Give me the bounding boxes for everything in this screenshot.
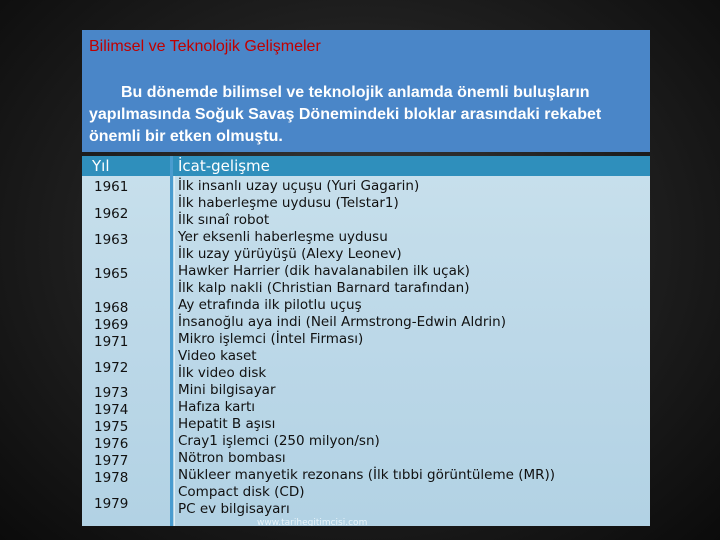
table-year: 1979 xyxy=(94,496,129,512)
watermark-text: www.tarihegitimcisi.com xyxy=(257,518,368,526)
table-event: İlk sınaî robot xyxy=(178,212,270,228)
table-event: Cray1 işlemci (250 milyon/sn) xyxy=(178,433,380,449)
table-event: Hafıza kartı xyxy=(178,399,256,415)
body-text: Bu dönemde bilimsel ve teknolojik anlamda önemli buluşların yapılmasında Soğuk Savaş Dönemindeki bloklar arasındaki rekabet önemli bir etken olmuştu. xyxy=(89,84,602,145)
column-header-event: İcat-gelişme xyxy=(178,157,270,175)
slide xyxy=(82,30,650,526)
table-year: 1977 xyxy=(94,453,129,469)
table-year: 1963 xyxy=(94,232,129,248)
table-event: Hepatit B aşısı xyxy=(178,416,276,432)
table-event: İlk video disk xyxy=(178,365,267,381)
table-year: 1962 xyxy=(94,206,129,222)
slide-title: Bilimsel ve Teknolojik Gelişmeler xyxy=(89,38,321,55)
table-year: 1978 xyxy=(94,470,129,486)
table-event: İlk haberleşme uydusu (Telstar1) xyxy=(178,195,399,211)
table-event: İlk uzay yürüyüşü (Alexy Leonev) xyxy=(178,246,402,262)
table-year: 1974 xyxy=(94,402,129,418)
table-year: 1965 xyxy=(94,266,129,282)
table-year: 1961 xyxy=(94,179,129,195)
header-box xyxy=(82,30,650,152)
table-event: Mikro işlemci (İntel Firması) xyxy=(178,331,364,347)
table-event: Video kaset xyxy=(178,348,257,364)
table-event: Compact disk (CD) xyxy=(178,484,305,500)
table-event: Nötron bombası xyxy=(178,450,286,466)
table-year: 1971 xyxy=(94,334,129,350)
table-event: Mini bilgisayar xyxy=(178,382,276,398)
table-event: Yer eksenli haberleşme uydusu xyxy=(178,229,388,245)
table-year: 1975 xyxy=(94,419,129,435)
table-event: PC ev bilgisayarı xyxy=(178,501,290,517)
table-event: İnsanoğlu aya indi (Neil Armstrong-Edwin Aldrin) xyxy=(178,314,506,330)
table-event: Ay etrafında ilk pilotlu uçuş xyxy=(178,297,362,313)
table-year: 1968 xyxy=(94,300,129,316)
column-header-year: Yıl xyxy=(92,157,110,175)
slide-body-text xyxy=(89,82,645,148)
table-event: İlk insanlı uzay uçuşu (Yuri Gagarin) xyxy=(178,178,420,194)
table-year: 1976 xyxy=(94,436,129,452)
column-divider-highlight xyxy=(174,176,175,526)
table-year: 1972 xyxy=(94,360,129,376)
table-event: Nükleer manyetik rezonans (İlk tıbbi görüntüleme (MR)) xyxy=(178,467,556,483)
table-event: Hawker Harrier (dik havalanabilen ilk uçak) xyxy=(178,263,470,279)
column-divider xyxy=(170,156,173,526)
table-header xyxy=(82,156,650,176)
invention-table xyxy=(82,156,650,526)
table-year: 1969 xyxy=(94,317,129,333)
table-year: 1973 xyxy=(94,385,129,401)
table-event: İlk kalp nakli (Christian Barnard tarafından) xyxy=(178,280,470,296)
